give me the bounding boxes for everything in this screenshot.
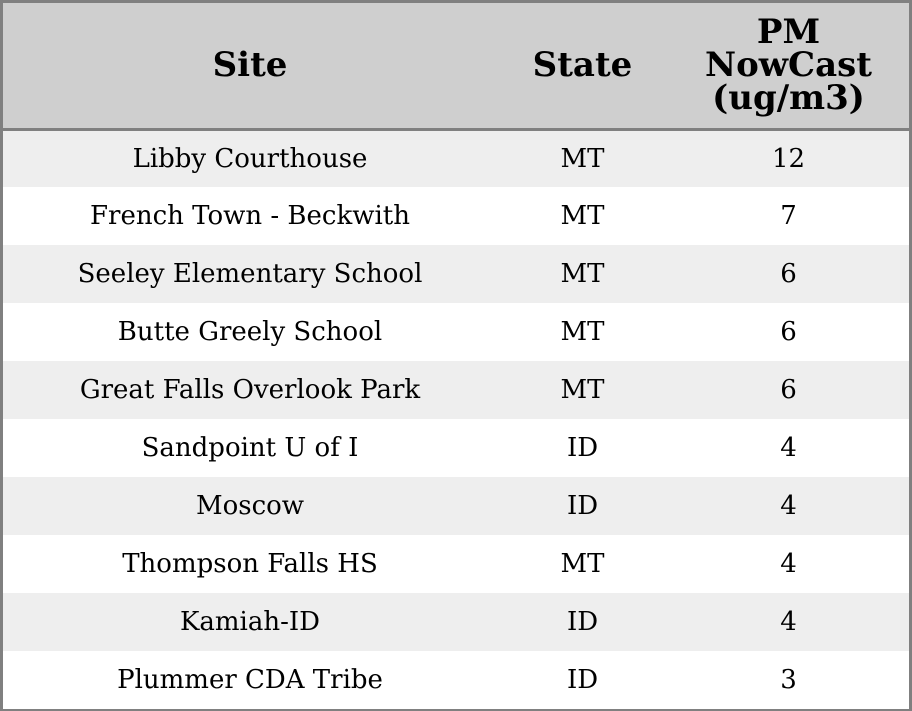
site-cell: Kamiah-ID (179, 607, 321, 637)
table-row (3, 593, 909, 651)
pm-nowcast-table (3, 3, 909, 709)
pm-value-cell: 7 (780, 201, 797, 231)
state-cell: MT (560, 201, 605, 231)
table-body (3, 129, 909, 709)
site-cell: Plummer CDA Tribe (117, 665, 383, 695)
pm-value-cell: 6 (780, 259, 797, 289)
table-row (3, 651, 909, 709)
site-cell: Sandpoint U of I (141, 433, 359, 463)
pm-value-cell: 4 (780, 549, 797, 579)
table-row (3, 535, 909, 593)
pm-value-cell: 6 (780, 317, 797, 347)
state-cell: ID (566, 491, 599, 521)
header-row (3, 3, 909, 129)
site-cell: Butte Greely School (117, 317, 383, 347)
table-row (3, 419, 909, 477)
table-header (3, 3, 909, 129)
state-cell: MT (560, 259, 605, 289)
header-state-label: State (532, 44, 633, 85)
table-row (3, 245, 909, 303)
table-row (3, 303, 909, 361)
table-row (3, 187, 909, 245)
state-cell: ID (566, 607, 599, 637)
pm-value-cell: 4 (780, 607, 797, 637)
site-cell: Moscow (195, 491, 305, 521)
state-cell: MT (560, 317, 605, 347)
site-cell: Seeley Elementary School (77, 259, 423, 289)
header-pm-line-2: NowCast (705, 44, 872, 85)
table-row (3, 129, 909, 187)
site-cell: Libby Courthouse (132, 143, 368, 174)
site-cell: Thompson Falls HS (122, 549, 378, 579)
state-cell: MT (560, 375, 605, 405)
pm-value-cell: 4 (780, 491, 797, 521)
state-cell: ID (566, 433, 599, 463)
pm-value-cell: 12 (771, 143, 806, 174)
header-pm-line-3: (ug/m3) (712, 77, 865, 118)
header-pm-line-1: PM (756, 11, 821, 52)
header-site (3, 3, 497, 129)
pm-value-cell: 6 (780, 375, 797, 405)
table-row (3, 361, 909, 419)
site-cell: French Town - Beckwith (89, 201, 411, 231)
state-cell: MT (560, 143, 605, 174)
pm-value-cell: 3 (780, 665, 797, 695)
pm-value-cell: 4 (780, 433, 797, 463)
state-cell: MT (560, 549, 605, 579)
site-cell: Great Falls Overlook Park (79, 375, 421, 405)
table-row (3, 477, 909, 535)
header-state (497, 3, 668, 129)
state-cell: ID (566, 665, 599, 695)
header-site-label: Site (212, 44, 288, 85)
header-pm-nowcast (668, 3, 909, 129)
